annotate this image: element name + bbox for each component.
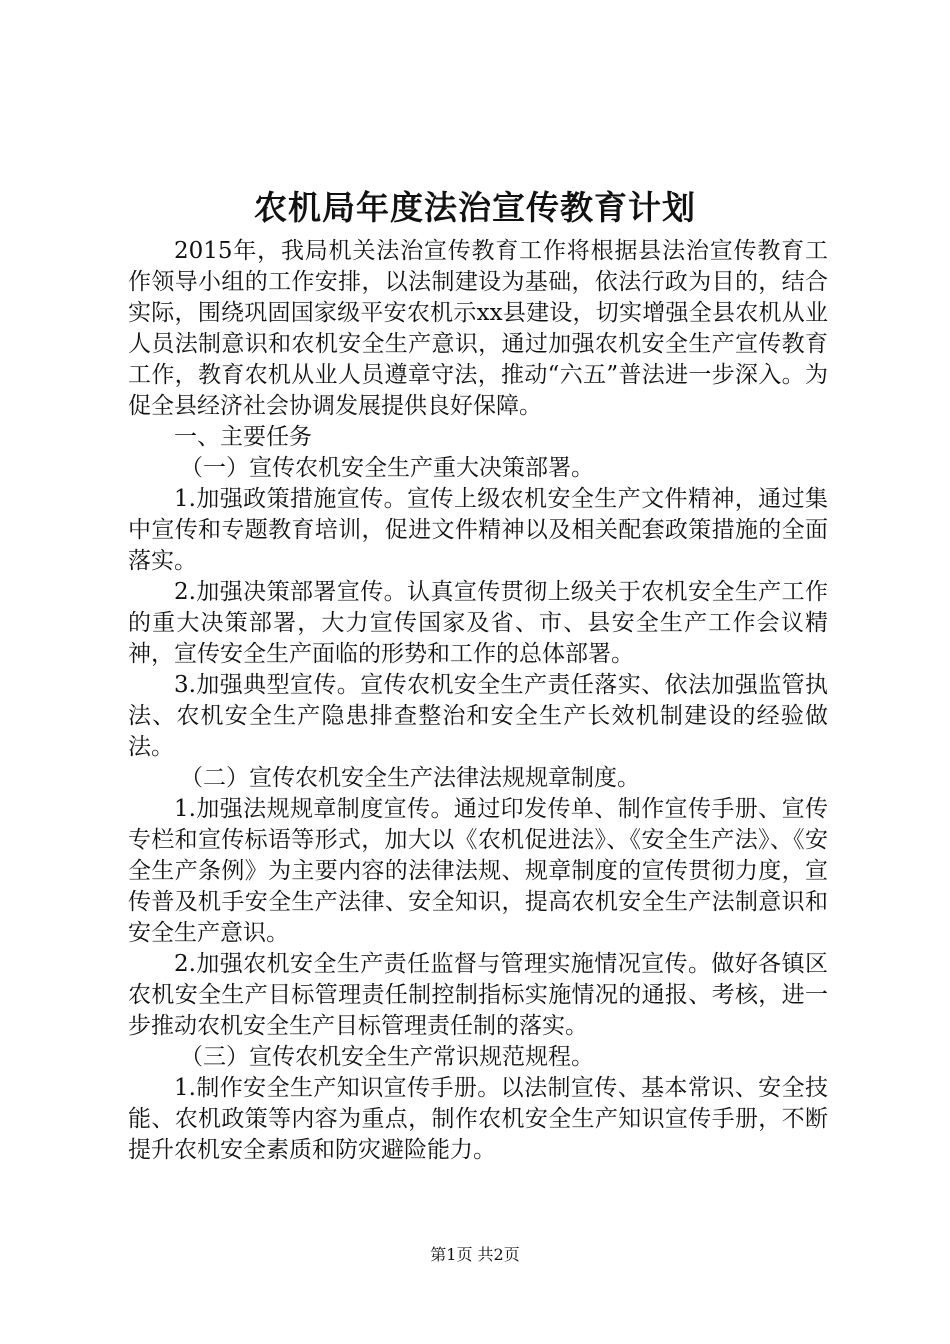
item-paragraph: 3.加强典型宣传。宣传农机安全生产责任落实、依法加强监管执法、农机安全生产隐患排查整治和安全生产长效机制建设的经验做法。	[128, 672, 828, 760]
document-title: 农机局年度法治宣传教育计划	[254, 188, 696, 227]
section-heading-main-tasks: 一、主要任务	[174, 424, 312, 450]
document-body	[128, 236, 828, 1166]
item-paragraph: 1.加强政策措施宣传。宣传上级农机安全生产文件精神，通过集中宣传和专题教育培训，促进文件精神以及相关配套政策措施的全面落实。	[128, 486, 828, 574]
subsection-heading-2: （二）宣传农机安全生产法律法规规章制度。	[180, 765, 640, 791]
item-paragraph: 1.制作安全生产知识宣传手册。以法制宣传、基本常识、安全技能、农机政策等内容为重点，制作农机安全生产知识宣传手册，不断提升农机安全素质和防灾避险能力。	[128, 1075, 828, 1163]
subsection-heading-3: （三）宣传农机安全生产常识规范规程。	[180, 1044, 594, 1070]
page-number-footer: 第1页 共2页	[430, 1245, 520, 1264]
item-paragraph: 2.加强农机安全生产责任监督与管理实施情况宣传。做好各镇区农机安全生产目标管理责任制控制指标实施情况的通报、考核，进一步推动农机安全生产目标管理责任制的落实。	[128, 951, 828, 1039]
intro-paragraph: 2015年，我局机关法治宣传教育工作将根据县法治宣传教育工作领导小组的工作安排，以法制建设为基础，依法行政为目的，结合实际，围绕巩固国家级平安农机示xx县建设，切实增强全县农机从业人员法制意识和农机安全生产意识，通过加强农机安全生产宣传教育工作，教育农机从业人员遵章守法，推动“六五”普法进一步深入。为促全县经济社会协调发展提供良好保障。	[128, 238, 828, 419]
item-paragraph: 1.加强法规规章制度宣传。通过印发传单、制作宣传手册、宣传专栏和宣传标语等形式，加大以《农机促进法》、《安全生产法》、《安全生产条例》为主要内容的法律法规、规章制度的宣传贯彻力度，宣传普及机手安全生产法律、安全知识，提高农机安全生产法制意识和安全生产意识。	[128, 796, 828, 946]
subsection-heading-1: （一）宣传农机安全生产重大决策部署。	[180, 455, 594, 481]
item-paragraph: 2.加强决策部署宣传。认真宣传贯彻上级关于农机安全生产工作的重大决策部署，大力宣传国家及省、市、县安全生产工作会议精神，宣传安全生产面临的形势和工作的总体部署。	[128, 579, 828, 667]
